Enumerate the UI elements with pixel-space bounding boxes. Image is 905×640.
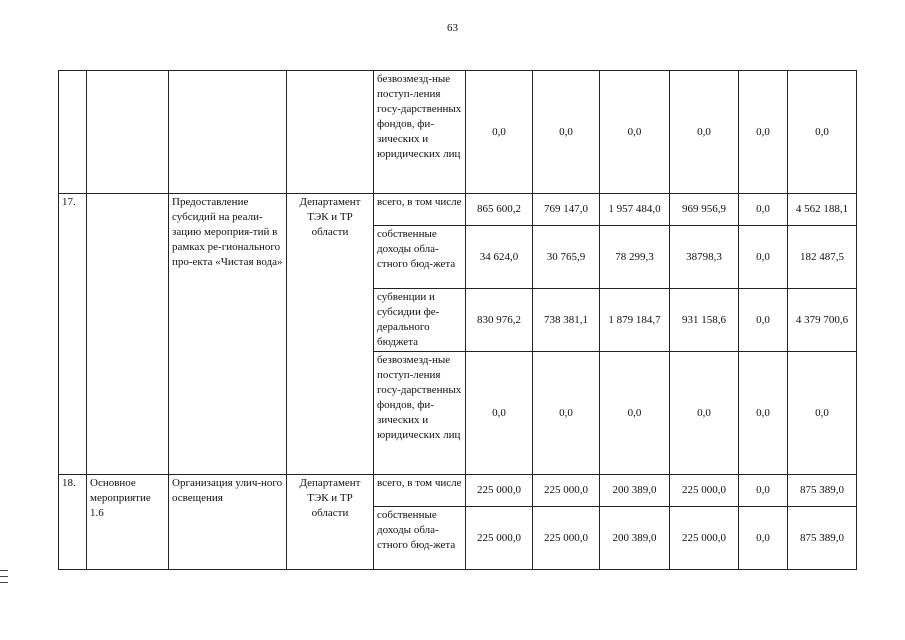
cell-value: 225 000,0 [466,475,533,507]
cell-value: 225 000,0 [670,475,739,507]
cell-value: 200 389,0 [600,475,670,507]
cell-value: 30 765,9 [533,226,600,289]
cell-value: 4 562 188,1 [788,194,857,226]
cell-value: 225 000,0 [533,475,600,507]
table-row [59,71,857,194]
cell-funding-source: всего, в том числе [374,475,466,507]
table-row [59,194,857,226]
cell-value: 0,0 [739,475,788,507]
cell-value: 225 000,0 [466,507,533,570]
cell-value: 969 956,9 [670,194,739,226]
cell-value: 0,0 [600,352,670,475]
cell-event: Организация улич-ного освещения [169,475,287,570]
cell-value: 0,0 [739,71,788,194]
cell-value: 830 976,2 [466,289,533,352]
cell-value: 78 299,3 [600,226,670,289]
cell-value: 225 000,0 [533,507,600,570]
cell-value: 0,0 [466,352,533,475]
cell-event: Предоставление субсидий на реали-зацию мероприя-тий в рамках ре-гионального про-екта «Чистая вода» [169,194,287,475]
cell-value: 0,0 [788,352,857,475]
cell-value: 0,0 [466,71,533,194]
cell-name [87,194,169,475]
cell-value: 1 879 184,7 [600,289,670,352]
cell-name: Основное мероприятие 1.6 [87,475,169,570]
budget-table [58,70,857,570]
cell-value: 1 957 484,0 [600,194,670,226]
cell-num: 17. [59,194,87,475]
cell-value: 182 487,5 [788,226,857,289]
cell-value: 0,0 [739,194,788,226]
cell-value: 0,0 [788,71,857,194]
cell-value: 0,0 [739,289,788,352]
cell-value: 875 389,0 [788,475,857,507]
cell-executor: Департамент ТЭК и ТР области [287,475,374,570]
cell-executor [287,71,374,194]
cell-event [169,71,287,194]
cell-num [59,71,87,194]
cell-num: 18. [59,475,87,570]
cell-value: 0,0 [739,352,788,475]
cell-funding-source: собственные доходы обла-стного бюд-жета [374,507,466,570]
cell-funding-source: собственные доходы обла-стного бюд-жета [374,226,466,289]
cell-value: 0,0 [670,71,739,194]
cell-value: 865 600,2 [466,194,533,226]
table-row [59,475,857,507]
cell-value: 738 381,1 [533,289,600,352]
cell-value: 0,0 [670,352,739,475]
cell-value: 34 624,0 [466,226,533,289]
cell-value: 931 158,6 [670,289,739,352]
cell-value: 0,0 [739,507,788,570]
cell-value: 225 000,0 [670,507,739,570]
cell-value: 0,0 [600,71,670,194]
cell-name [87,71,169,194]
cell-value: 0,0 [739,226,788,289]
cell-funding-source: всего, в том числе [374,194,466,226]
cell-funding-source: безвозмезд-ные поступ-ления госу-дарственных фондов, фи-зических и юридических лиц [374,71,466,194]
cell-funding-source: безвозмезд-ные поступ-ления госу-дарственных фондов, фи-зических и юридических лиц [374,352,466,475]
cell-value: 875 389,0 [788,507,857,570]
scan-margin-mark [0,570,8,588]
cell-value: 38798,3 [670,226,739,289]
cell-funding-source: субвенции и субсидии фе-дерального бюджета [374,289,466,352]
cell-executor: Департамент ТЭК и ТР области [287,194,374,475]
cell-value: 0,0 [533,352,600,475]
page-number: 63 [447,22,458,34]
cell-value: 200 389,0 [600,507,670,570]
cell-value: 4 379 700,6 [788,289,857,352]
cell-value: 769 147,0 [533,194,600,226]
cell-value: 0,0 [533,71,600,194]
